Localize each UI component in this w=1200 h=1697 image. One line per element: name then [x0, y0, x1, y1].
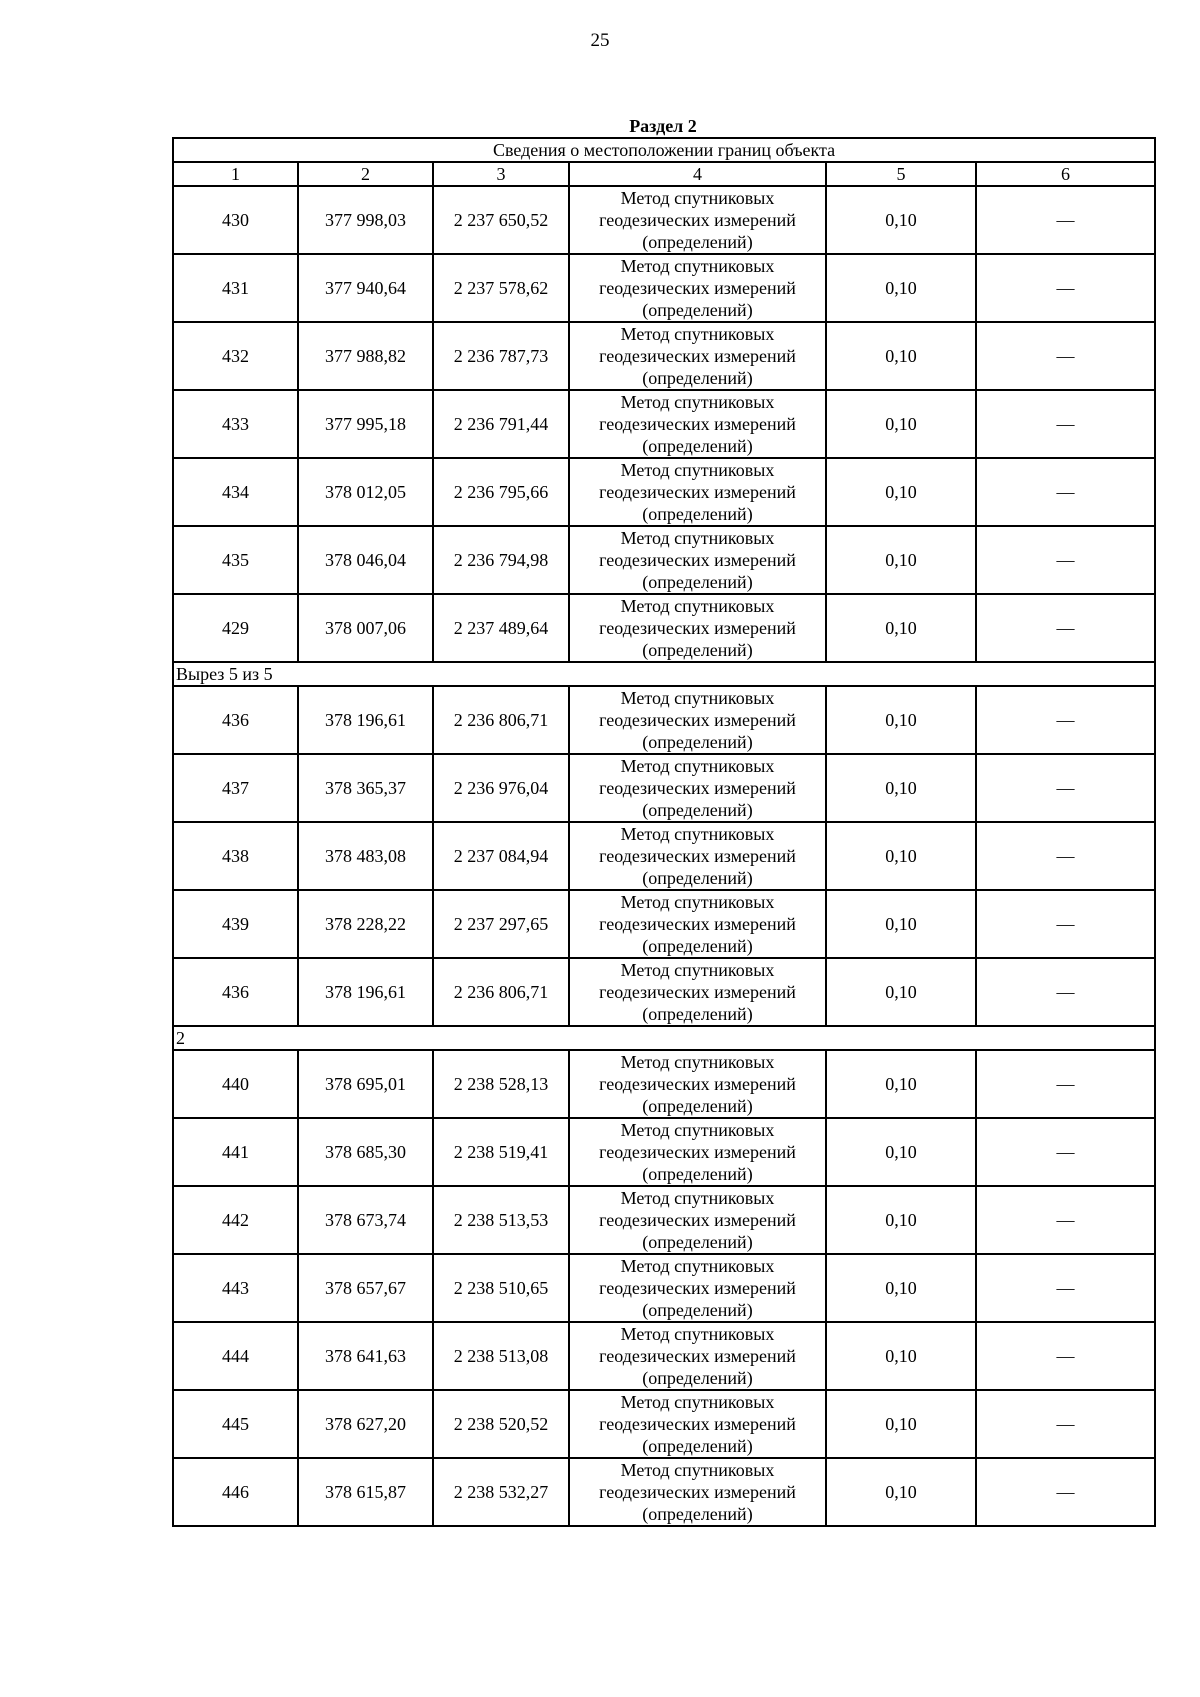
group-label: 2 — [173, 1026, 1155, 1050]
note-cell: — — [976, 1050, 1155, 1118]
y-coordinate-cell: 2 236 806,71 — [433, 686, 569, 754]
note-cell: — — [976, 822, 1155, 890]
table-caption: Сведения о местоположении границ объекта — [173, 138, 1155, 162]
method-cell — [569, 390, 826, 458]
method-line: Метод спутниковых — [620, 596, 775, 616]
method-line: геодезических измерений — [599, 1142, 796, 1162]
method-cell — [569, 686, 826, 754]
point-number-cell: 430 — [173, 186, 298, 254]
method-cell — [569, 322, 826, 390]
accuracy-cell: 0,10 — [826, 390, 976, 458]
x-coordinate-cell: 378 046,04 — [298, 526, 433, 594]
method-line: Метод спутниковых — [620, 960, 775, 980]
table-row — [173, 594, 1155, 662]
method-line: Метод спутниковых — [620, 824, 775, 844]
table-row — [173, 1186, 1155, 1254]
x-coordinate-cell: 378 196,61 — [298, 686, 433, 754]
method-cell — [569, 1186, 826, 1254]
method-line: Метод спутниковых — [620, 324, 775, 344]
column-number: 2 — [298, 162, 433, 186]
method-cell — [569, 958, 826, 1026]
accuracy-cell: 0,10 — [826, 1322, 976, 1390]
method-line: Метод спутниковых — [620, 1120, 775, 1140]
note-cell: — — [976, 1458, 1155, 1526]
point-number-cell: 435 — [173, 526, 298, 594]
x-coordinate-cell: 377 940,64 — [298, 254, 433, 322]
coordinates-table — [172, 137, 1156, 1527]
column-number: 1 — [173, 162, 298, 186]
table-row — [173, 754, 1155, 822]
method-line: Метод спутниковых — [620, 256, 775, 276]
note-cell: — — [976, 754, 1155, 822]
column-number: 3 — [433, 162, 569, 186]
column-number: 4 — [569, 162, 826, 186]
method-line: (определений) — [642, 1232, 753, 1252]
method-line: Метод спутниковых — [620, 756, 775, 776]
method-line: геодезических измерений — [599, 1278, 796, 1298]
method-line: (определений) — [642, 1096, 753, 1116]
method-line: геодезических измерений — [599, 710, 796, 730]
method-line: геодезических измерений — [599, 1414, 796, 1434]
x-coordinate-cell: 377 998,03 — [298, 186, 433, 254]
point-number-cell: 436 — [173, 958, 298, 1026]
y-coordinate-cell: 2 236 976,04 — [433, 754, 569, 822]
x-coordinate-cell: 377 995,18 — [298, 390, 433, 458]
x-coordinate-cell: 378 615,87 — [298, 1458, 433, 1526]
method-line: геодезических измерений — [599, 778, 796, 798]
group-label-row — [173, 662, 1155, 686]
point-number-cell: 439 — [173, 890, 298, 958]
table-row — [173, 1390, 1155, 1458]
y-coordinate-cell: 2 237 578,62 — [433, 254, 569, 322]
method-line: Метод спутниковых — [620, 1392, 775, 1412]
y-coordinate-cell: 2 236 791,44 — [433, 390, 569, 458]
table-row — [173, 458, 1155, 526]
y-coordinate-cell: 2 236 806,71 — [433, 958, 569, 1026]
table-row — [173, 186, 1155, 254]
method-line: (определений) — [642, 1368, 753, 1388]
x-coordinate-cell: 378 673,74 — [298, 1186, 433, 1254]
method-line: (определений) — [642, 300, 753, 320]
method-line: (определений) — [642, 732, 753, 752]
table-row — [173, 322, 1155, 390]
accuracy-cell: 0,10 — [826, 958, 976, 1026]
method-line: (определений) — [642, 936, 753, 956]
method-line: Метод спутниковых — [620, 460, 775, 480]
method-cell — [569, 890, 826, 958]
table-row — [173, 1322, 1155, 1390]
note-cell: — — [976, 390, 1155, 458]
method-line: (определений) — [642, 868, 753, 888]
point-number-cell: 445 — [173, 1390, 298, 1458]
point-number-cell: 440 — [173, 1050, 298, 1118]
x-coordinate-cell: 378 196,61 — [298, 958, 433, 1026]
y-coordinate-cell: 2 237 489,64 — [433, 594, 569, 662]
method-line: геодезических измерений — [599, 278, 796, 298]
y-coordinate-cell: 2 238 513,08 — [433, 1322, 569, 1390]
table-row — [173, 1254, 1155, 1322]
y-coordinate-cell: 2 238 532,27 — [433, 1458, 569, 1526]
method-cell — [569, 594, 826, 662]
accuracy-cell: 0,10 — [826, 1186, 976, 1254]
accuracy-cell: 0,10 — [826, 458, 976, 526]
table-row — [173, 1118, 1155, 1186]
note-cell: — — [976, 1322, 1155, 1390]
table-row — [173, 254, 1155, 322]
method-line: (определений) — [642, 1504, 753, 1524]
note-cell: — — [976, 526, 1155, 594]
method-cell — [569, 526, 826, 594]
method-line: Метод спутниковых — [620, 1188, 775, 1208]
point-number-cell: 434 — [173, 458, 298, 526]
accuracy-cell: 0,10 — [826, 822, 976, 890]
method-cell — [569, 754, 826, 822]
method-cell — [569, 1118, 826, 1186]
x-coordinate-cell: 378 365,37 — [298, 754, 433, 822]
note-cell: — — [976, 1186, 1155, 1254]
method-line: Метод спутниковых — [620, 1324, 775, 1344]
method-line: (определений) — [642, 504, 753, 524]
note-cell: — — [976, 254, 1155, 322]
method-line: геодезических измерений — [599, 914, 796, 934]
point-number-cell: 442 — [173, 1186, 298, 1254]
method-cell — [569, 1390, 826, 1458]
method-line: Метод спутниковых — [620, 1460, 775, 1480]
accuracy-cell: 0,10 — [826, 322, 976, 390]
x-coordinate-cell: 378 007,06 — [298, 594, 433, 662]
y-coordinate-cell: 2 237 650,52 — [433, 186, 569, 254]
column-number: 5 — [826, 162, 976, 186]
x-coordinate-cell: 377 988,82 — [298, 322, 433, 390]
y-coordinate-cell: 2 236 794,98 — [433, 526, 569, 594]
note-cell: — — [976, 186, 1155, 254]
y-coordinate-cell: 2 238 510,65 — [433, 1254, 569, 1322]
note-cell: — — [976, 686, 1155, 754]
table-row — [173, 958, 1155, 1026]
method-line: геодезических измерений — [599, 982, 796, 1002]
point-number-cell: 433 — [173, 390, 298, 458]
method-line: (определений) — [642, 800, 753, 820]
method-line: (определений) — [642, 1164, 753, 1184]
method-line: (определений) — [642, 436, 753, 456]
method-line: геодезических измерений — [599, 550, 796, 570]
x-coordinate-cell: 378 685,30 — [298, 1118, 433, 1186]
y-coordinate-cell: 2 236 787,73 — [433, 322, 569, 390]
point-number-cell: 441 — [173, 1118, 298, 1186]
method-line: геодезических измерений — [599, 210, 796, 230]
x-coordinate-cell: 378 012,05 — [298, 458, 433, 526]
accuracy-cell: 0,10 — [826, 1390, 976, 1458]
y-coordinate-cell: 2 238 519,41 — [433, 1118, 569, 1186]
method-line: Метод спутниковых — [620, 688, 775, 708]
x-coordinate-cell: 378 657,67 — [298, 1254, 433, 1322]
note-cell: — — [976, 890, 1155, 958]
accuracy-cell: 0,10 — [826, 526, 976, 594]
method-line: Метод спутниковых — [620, 1052, 775, 1072]
note-cell: — — [976, 594, 1155, 662]
point-number-cell: 444 — [173, 1322, 298, 1390]
method-line: геодезических измерений — [599, 1210, 796, 1230]
group-label-row — [173, 1026, 1155, 1050]
point-number-cell: 443 — [173, 1254, 298, 1322]
method-cell — [569, 1458, 826, 1526]
method-line: (определений) — [642, 232, 753, 252]
method-line: Метод спутниковых — [620, 528, 775, 548]
x-coordinate-cell: 378 641,63 — [298, 1322, 433, 1390]
y-coordinate-cell: 2 237 084,94 — [433, 822, 569, 890]
method-line: (определений) — [642, 1004, 753, 1024]
accuracy-cell: 0,10 — [826, 1458, 976, 1526]
table-row — [173, 1458, 1155, 1526]
column-number-row — [173, 162, 1155, 186]
note-cell: — — [976, 1390, 1155, 1458]
y-coordinate-cell: 2 238 513,53 — [433, 1186, 569, 1254]
column-number: 6 — [976, 162, 1155, 186]
method-line: геодезических измерений — [599, 1074, 796, 1094]
page-number: 25 — [590, 30, 610, 51]
table-row — [173, 526, 1155, 594]
method-line: (определений) — [642, 572, 753, 592]
method-cell — [569, 1322, 826, 1390]
method-cell — [569, 1254, 826, 1322]
y-coordinate-cell: 2 238 520,52 — [433, 1390, 569, 1458]
method-line: Метод спутниковых — [620, 892, 775, 912]
table-body — [173, 186, 1155, 1526]
y-coordinate-cell: 2 238 528,13 — [433, 1050, 569, 1118]
method-line: (определений) — [642, 1436, 753, 1456]
point-number-cell: 436 — [173, 686, 298, 754]
method-line: геодезических измерений — [599, 414, 796, 434]
table-row — [173, 822, 1155, 890]
method-line: Метод спутниковых — [620, 392, 775, 412]
point-number-cell: 438 — [173, 822, 298, 890]
point-number-cell: 432 — [173, 322, 298, 390]
table-row — [173, 1050, 1155, 1118]
method-line: геодезических измерений — [599, 346, 796, 366]
y-coordinate-cell: 2 237 297,65 — [433, 890, 569, 958]
method-line: (определений) — [642, 1300, 753, 1320]
point-number-cell: 431 — [173, 254, 298, 322]
method-line: геодезических измерений — [599, 846, 796, 866]
table-row — [173, 390, 1155, 458]
table-row — [173, 890, 1155, 958]
note-cell: — — [976, 458, 1155, 526]
accuracy-cell: 0,10 — [826, 186, 976, 254]
accuracy-cell: 0,10 — [826, 1254, 976, 1322]
x-coordinate-cell: 378 228,22 — [298, 890, 433, 958]
x-coordinate-cell: 378 483,08 — [298, 822, 433, 890]
note-cell: — — [976, 958, 1155, 1026]
method-cell — [569, 186, 826, 254]
accuracy-cell: 0,10 — [826, 1050, 976, 1118]
method-line: геодезических измерений — [599, 1346, 796, 1366]
note-cell: — — [976, 1254, 1155, 1322]
method-line: (определений) — [642, 640, 753, 660]
method-line: геодезических измерений — [599, 482, 796, 502]
method-line: Метод спутниковых — [620, 188, 775, 208]
accuracy-cell: 0,10 — [826, 686, 976, 754]
point-number-cell: 446 — [173, 1458, 298, 1526]
note-cell: — — [976, 322, 1155, 390]
accuracy-cell: 0,10 — [826, 890, 976, 958]
accuracy-cell: 0,10 — [826, 754, 976, 822]
accuracy-cell: 0,10 — [826, 1118, 976, 1186]
x-coordinate-cell: 378 627,20 — [298, 1390, 433, 1458]
method-cell — [569, 822, 826, 890]
method-line: Метод спутниковых — [620, 1256, 775, 1276]
table-row — [173, 686, 1155, 754]
point-number-cell: 437 — [173, 754, 298, 822]
method-line: геодезических измерений — [599, 618, 796, 638]
method-cell — [569, 254, 826, 322]
x-coordinate-cell: 378 695,01 — [298, 1050, 433, 1118]
accuracy-cell: 0,10 — [826, 594, 976, 662]
section-title: Раздел 2 — [629, 116, 697, 136]
y-coordinate-cell: 2 236 795,66 — [433, 458, 569, 526]
point-number-cell: 429 — [173, 594, 298, 662]
method-line: геодезических измерений — [599, 1482, 796, 1502]
method-cell — [569, 458, 826, 526]
accuracy-cell: 0,10 — [826, 254, 976, 322]
method-cell — [569, 1050, 826, 1118]
group-label: Вырез 5 из 5 — [173, 662, 1155, 686]
method-line: (определений) — [642, 368, 753, 388]
note-cell: — — [976, 1118, 1155, 1186]
